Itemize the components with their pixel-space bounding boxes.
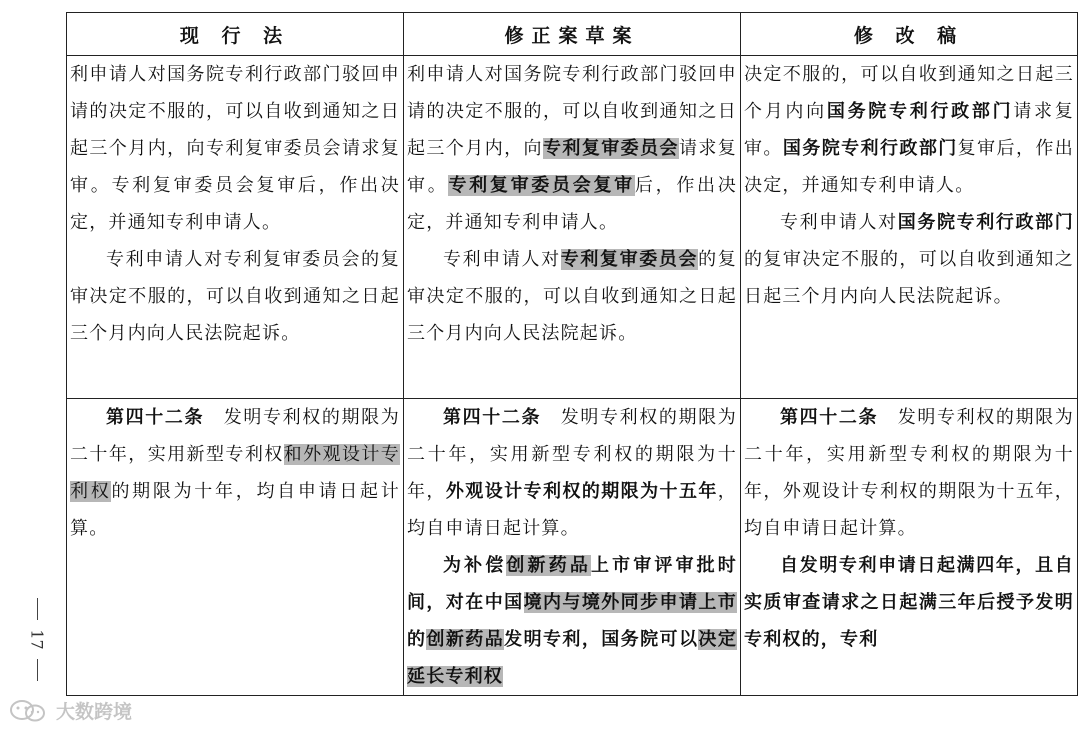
text-run: 复审后，作出决定，并通知专利申请人。 [744, 138, 1074, 196]
text-run: 第四十二条 [780, 407, 879, 428]
cell-draft-amendment [404, 399, 741, 696]
cell-revised-draft [741, 56, 1078, 399]
highlighted-text: 创新药品 [506, 555, 591, 576]
highlighted-text: 创新药品 [426, 629, 505, 650]
page-number-text: 17 [27, 629, 47, 650]
paragraph [407, 547, 737, 695]
comparison-table [66, 12, 1078, 696]
text-run: 发明专利权的期限为二十年，实用新型专利权的期限为十年， [407, 407, 738, 502]
paragraph [70, 399, 400, 547]
wechat-logo-icon [8, 699, 52, 723]
text-run: 专利申请人对专利复审委员会的复审决定不服的，可以自收到通知之日起三个月内向人民法院起诉。 [70, 249, 400, 344]
page-number [22, 598, 52, 698]
cell-text [70, 399, 400, 547]
text-run: 的期限为十年，均自申请日起计算。 [70, 481, 400, 539]
text-run: 后，作出决定，并通知专利申请人。 [407, 175, 737, 233]
text-run: 国务院专利行政部门 [897, 212, 1074, 233]
text-run: 的复审决定不服的，可以自收到通知之日起三个月内向人民法院起诉。 [407, 249, 737, 344]
text-run: 国务院专利行政部门 [782, 138, 958, 159]
paragraph [744, 399, 1074, 547]
highlighted-text: 决定延长专利权 [407, 629, 738, 687]
paragraph [744, 547, 1074, 658]
text-run: 发明专利权的期限为二十年，实用新型专利权的期限为十年，外观设计专利权的期限为十五年，均自申请日起计算。 [744, 407, 1075, 539]
paragraph [407, 241, 737, 352]
table-row [67, 399, 1078, 696]
text-run: 自发明专利申请日起满四年，且自实质审查请求之日起满三年后授予发明专利权的，专利 [744, 555, 1074, 650]
divider [37, 598, 38, 620]
cell-text [744, 399, 1074, 658]
text-run: 外观设计专利权的期限为十五年 [445, 481, 718, 502]
divider [37, 659, 38, 681]
text-run: 国务院专利行政部门 [826, 101, 1014, 122]
highlighted-text: 专利复审委员会 [560, 249, 699, 270]
watermark-text: 大数跨境 [56, 701, 133, 723]
highlighted-text: 和外观设计专利权 [70, 444, 400, 502]
cell-text [744, 56, 1074, 315]
text-run: 发明专利权的期限为二十年，实用新型专利权 [70, 407, 401, 465]
text-run: 第四十二条 [106, 407, 205, 428]
cell-current-law [67, 399, 404, 696]
text-run: 请求复审。 [407, 138, 737, 196]
text-run: ，均自申请日起计算。 [407, 481, 737, 539]
paragraph [744, 56, 1074, 204]
cell-current-law [67, 56, 404, 399]
watermark [8, 697, 132, 724]
paragraph [407, 399, 737, 547]
text-run: 第四十二条 [443, 407, 542, 428]
text-run: 利申请人对国务院专利行政部门驳回申请的决定不服的，可以自收到通知之日起三个月内，向专利复审委员会请求复审。专利复审委员会复审后，作出决定，并通知专利申请人。 [70, 64, 400, 233]
cell-text [407, 56, 737, 352]
header-current-law: 现 行 法 [67, 13, 404, 56]
text-run: 的 [407, 629, 427, 650]
paragraph [744, 204, 1074, 315]
highlighted-text: 专利复审委员会 [542, 138, 679, 159]
paragraph [70, 241, 400, 352]
text-run: 专利申请人对 [443, 249, 561, 270]
text-run: 的复审决定不服的，可以自收到通知之日起三个月内向人民法院起诉。 [744, 249, 1074, 307]
highlighted-text: 境内与境外同步申请上市 [523, 592, 738, 613]
cell-draft-amendment [404, 56, 741, 399]
text-run: 上市审评审批时间，对在中国 [407, 555, 737, 613]
table-row [67, 56, 1078, 399]
header-row [67, 13, 1078, 56]
cell-text [407, 399, 737, 695]
header-draft-amendment: 修正案草案 [404, 13, 741, 56]
text-run: 利申请人对国务院专利行政部门驳回申请的决定不服的，可以自收到通知之日起三个月内，向 [407, 64, 737, 159]
highlighted-text: 专利复审委员会复审 [448, 175, 635, 196]
cell-text [70, 56, 400, 352]
text-run: 专利申请人对 [780, 212, 898, 233]
paragraph [70, 56, 400, 241]
text-run: 决定不服的，可以自收到通知之日起三个月内向 [744, 64, 1074, 122]
text-run: 请求复审。 [744, 101, 1074, 159]
paragraph [407, 56, 737, 241]
text-run: 发明专利，国务院可以 [504, 629, 699, 650]
header-revised-draft: 修 改 稿 [741, 13, 1078, 56]
text-run: 为补偿 [443, 555, 507, 576]
cell-revised-draft [741, 399, 1078, 696]
